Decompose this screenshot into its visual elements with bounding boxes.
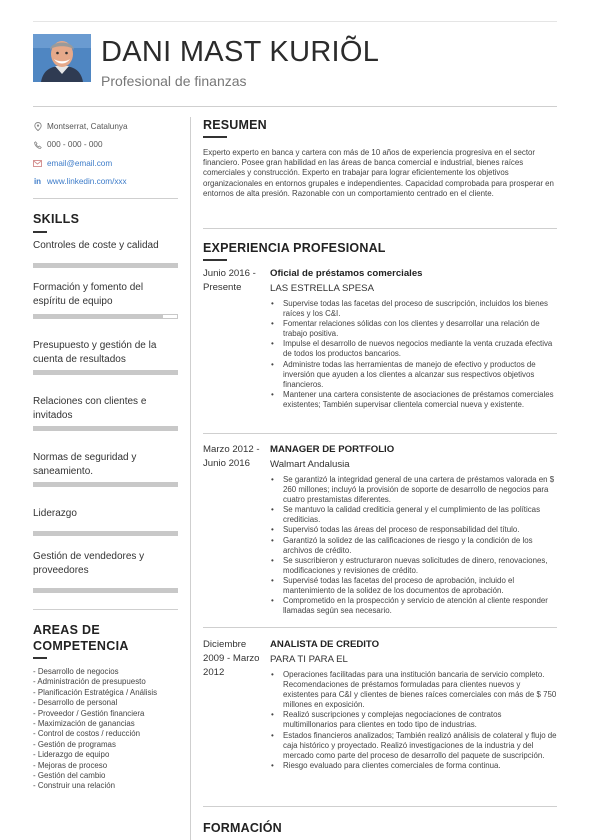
skill-level-bar bbox=[33, 531, 178, 536]
job-title: ANALISTA DE CREDITO bbox=[270, 639, 380, 650]
summary-title-underline bbox=[203, 136, 227, 138]
area-item: - Gestión de programas bbox=[33, 739, 116, 749]
areas-list bbox=[33, 667, 178, 792]
linkedin-icon: in bbox=[33, 177, 42, 187]
job-bullet: • Supervisé todas las facetas del proceso de aprobación, incluido el mantenimiento de la solidez de los documentos de aprobación. bbox=[270, 576, 557, 596]
area-item: - Mejoras de proceso bbox=[33, 760, 108, 770]
skill-label: Controles de coste y calidad bbox=[33, 240, 159, 251]
contact-email[interactable] bbox=[33, 154, 178, 173]
experience-title: EXPERIENCIA PROFESIONAL bbox=[203, 241, 386, 255]
skill-level-bar bbox=[33, 314, 178, 319]
skill-label: Relaciones con clientes e invitados bbox=[33, 396, 147, 421]
skill-level-fill bbox=[34, 371, 177, 374]
skill-level-bar bbox=[33, 426, 178, 431]
skill-item bbox=[33, 281, 178, 309]
education-header bbox=[203, 820, 557, 836]
area-item: - Proveedor / Gestión financiera bbox=[33, 708, 145, 718]
job-date: Diciembre 2009 - Marzo 2012 bbox=[203, 639, 260, 678]
skill-item bbox=[33, 339, 178, 367]
experience-header bbox=[203, 240, 557, 261]
job-divider bbox=[203, 627, 557, 628]
job-title: Oficial de préstamos comerciales bbox=[270, 268, 423, 279]
contact-linkedin-link[interactable]: www.linkedin.com/xxx bbox=[47, 177, 127, 187]
job-bullet: • Se suscribieron y estructuraron nuevas solicitudes de dinero, renovaciones, modificaciones y revisiones de crédito. bbox=[270, 556, 557, 576]
summary-text: Experto experto en banca y cartera con más de 10 años de experiencia progresiva en el sector financiero. Posee gran habilidad en las áreas de banca comercial e industrial, bienes raíces comerciales y construcción. Experto en trabajar para lograr eficientemente los objetivos organizacionales en entornos grupales e independientes. Capacidad comprobada para prosperar en entornos de alta presión. Razonable con un comportamiento centrado en el cliente. bbox=[203, 148, 554, 198]
area-item: - Desarrollo de negocios bbox=[33, 667, 119, 676]
job-bullet: • Comprometido en la prospección y servicio de atención al cliente responder llamadas según sea necesario. bbox=[270, 596, 557, 616]
header-divider bbox=[33, 106, 557, 107]
skill-label: Presupuesto y gestión de la cuenta de resultados bbox=[33, 340, 157, 365]
job-bullets bbox=[270, 299, 557, 410]
phone-icon bbox=[33, 140, 42, 149]
skill-item bbox=[33, 239, 178, 253]
profile-photo bbox=[33, 34, 91, 82]
candidate-role: Profesional de finanzas bbox=[101, 73, 247, 89]
experience-divider bbox=[203, 806, 557, 807]
summary-divider bbox=[203, 228, 557, 229]
skill-item bbox=[33, 451, 178, 479]
skill-level-fill bbox=[34, 532, 177, 535]
job-company: PARA TI PARA EL bbox=[270, 654, 348, 665]
job-bullet: • Realizó suscripciones y complejas negociaciones de contratos multimillonarios para clientes en todo tipo de industrias. bbox=[270, 710, 557, 730]
job-date: Marzo 2012 - Junio 2016 bbox=[203, 444, 260, 469]
experience-title-underline bbox=[203, 259, 227, 261]
job-bullets bbox=[270, 670, 557, 771]
skills-title-underline bbox=[33, 231, 47, 233]
job-bullet: • Se mantuvo la calidad crediticia general y el cumplimiento de las políticas crediticias. bbox=[270, 505, 557, 525]
job-company: LAS ESTRELLA SPESA bbox=[270, 283, 374, 294]
skill-level-bar bbox=[33, 370, 178, 375]
job-bullet: • Administre todas las herramientas de manejo de efectivo y productos de inversión que ayuden a los clientes a alcanzar sus respectivos objetivos financieros. bbox=[270, 360, 557, 390]
skill-level-fill bbox=[34, 264, 177, 267]
skill-label: Liderazgo bbox=[33, 508, 77, 519]
job-bullet: • Supervise todas las facetas del proceso de suscripción, incluidos los bienes raíces y los C&I. bbox=[270, 299, 557, 319]
contact-phone-text: 000 - 000 - 000 bbox=[47, 140, 103, 150]
skill-item bbox=[33, 507, 178, 521]
contact-divider bbox=[33, 198, 178, 199]
contact-location bbox=[33, 117, 178, 136]
skill-level-fill bbox=[34, 483, 177, 486]
area-item: - Gestión del cambio bbox=[33, 771, 106, 781]
summary-title: RESUMEN bbox=[203, 118, 267, 132]
skills-title: SKILLS bbox=[33, 212, 80, 226]
skill-label: Gestión de vendedores y proveedores bbox=[33, 551, 145, 576]
areas-title: AREAS DE COMPETENCIA bbox=[33, 623, 129, 653]
areas-section bbox=[33, 622, 178, 792]
area-item: - Planificación Estratégica / Análisis bbox=[33, 687, 158, 697]
area-item: - Desarrollo de personal bbox=[33, 698, 118, 708]
job-bullet: • Riesgo evaluado para clientes comerciales de forma continua. bbox=[270, 761, 557, 771]
job-bullets bbox=[270, 475, 557, 616]
area-item: - Liderazgo de equipo bbox=[33, 750, 110, 760]
job-title: MANAGER DE PORTFOLIO bbox=[270, 444, 395, 455]
column-divider bbox=[190, 117, 191, 840]
job-bullet: • Impulse el desarrollo de nuevos negocios mediante la venta cruzada efectiva de todos los productos bancarios. bbox=[270, 339, 557, 359]
job-bullet: • Operaciones facilitadas para una institución bancaria de servicio completo. Recomendaciones de préstamos formuladas para clientes nuevos y existentes para C&I y clientes de bienes raíces comerciales con más de $ 750 millones en exposición. bbox=[270, 670, 557, 710]
location-pin-icon bbox=[33, 122, 42, 131]
skill-level-bar bbox=[33, 482, 178, 487]
skill-item bbox=[33, 395, 178, 423]
job-bullet: • Fomentar relaciones sólidas con los clientes y desarrollar una relación de trabajo positiva. bbox=[270, 319, 557, 339]
top-divider bbox=[33, 21, 557, 22]
area-item: - Administración de presupuesto bbox=[33, 677, 146, 687]
skill-item bbox=[33, 550, 178, 578]
job-bullet: • Se garantizó la integridad general de una cartera de préstamos valorada en $ 260 millones; incluyó la provisión de soporte de desarrollo de negocios para cuatro prestamistas diferentes. bbox=[270, 475, 557, 505]
summary-header bbox=[203, 117, 557, 138]
skill-level-fill bbox=[34, 427, 177, 430]
job-bullet: • Mantener una cartera consistente de asociaciones de préstamos comerciales existentes; También supervisar clientela comercial nueva y existente. bbox=[270, 390, 557, 410]
skill-level-bar bbox=[33, 588, 178, 593]
contact-location-text: Montserrat, Catalunya bbox=[47, 121, 128, 131]
contact-email-link[interactable]: email@email.com bbox=[47, 158, 113, 168]
contact-block bbox=[33, 117, 178, 191]
education-title: FORMACIÓN bbox=[203, 821, 282, 835]
job-bullet: • Garantizó la solidez de las calificaciones de riesgo y la condición de los archivos de crédito. bbox=[270, 536, 557, 556]
contact-linkedin[interactable] bbox=[33, 173, 178, 192]
skill-label: Formación y fomento del espíritu de equipo bbox=[33, 282, 144, 307]
skill-level-fill bbox=[34, 589, 177, 592]
job-divider bbox=[203, 433, 557, 434]
skills-divider bbox=[33, 609, 178, 610]
contact-phone bbox=[33, 136, 178, 155]
candidate-name: DANI MAST KURIÕL bbox=[101, 36, 380, 68]
job-company: Walmart Andalusia bbox=[270, 459, 350, 470]
skill-level-bar bbox=[33, 263, 178, 268]
job-bullet: • Supervisó todas las áreas del proceso de responsabilidad del título. bbox=[270, 525, 557, 535]
area-item: - Maximización de ganancias bbox=[33, 719, 135, 729]
envelope-icon bbox=[33, 159, 42, 168]
area-item: - Construir una relación bbox=[33, 781, 116, 791]
job-bullet: • Estados financieros analizados; También realizó análisis de colateral y flujo de caja histórico y proyectado. Realizó investigaciones de la industria y del mercado como parte del proceso de desarrollo del paquete de suscripción. bbox=[270, 731, 557, 761]
job-date: Junio 2016 - Presente bbox=[203, 268, 256, 293]
skills-section bbox=[33, 211, 178, 233]
area-item: - Control de costos / reducción bbox=[33, 729, 141, 739]
skill-level-fill bbox=[34, 315, 163, 318]
areas-title-underline bbox=[33, 657, 47, 659]
skill-label: Normas de seguridad y saneamiento. bbox=[33, 452, 137, 477]
